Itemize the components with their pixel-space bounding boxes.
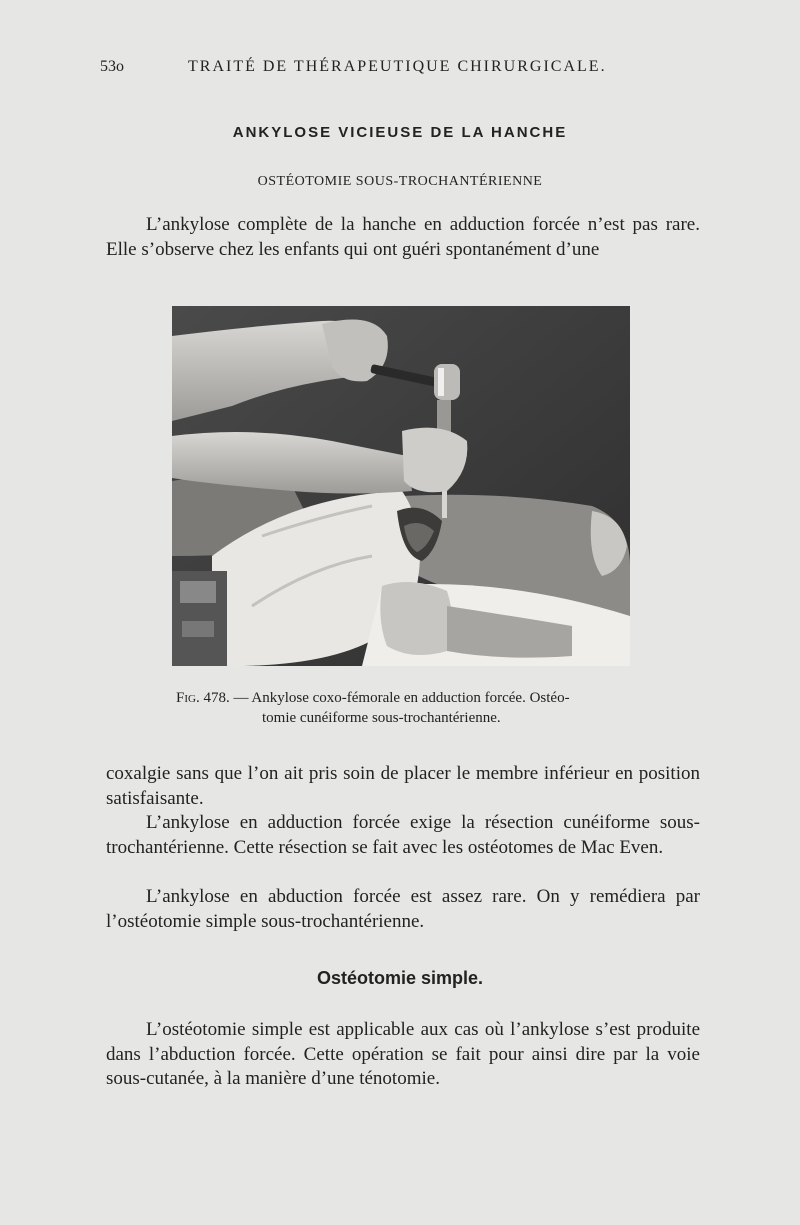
figure-photograph bbox=[172, 306, 630, 666]
paragraph-osteotomie-simple: L’ostéotomie simple est applicable aux cas où l’ankylose s’est produite dans l’abduction forcée. Cette opération se fait pour ainsi dire par la voie sous-cutanée, à la manière d’une ténotomie. bbox=[106, 1019, 700, 1089]
section-subtitle: OSTÉOTOMIE SOUS-TROCHANTÉRIENNE bbox=[257, 174, 543, 189]
paragraph-continuation: coxalgie sans que l’on ait pris soin de placer le membre inférieur en position satisfaisante. bbox=[106, 763, 700, 809]
surgery-photo-illustration bbox=[172, 306, 630, 666]
figure-caption bbox=[176, 688, 646, 728]
paragraph-intro: L’ankylose complète de la hanche en adduction forcée n’est pas rare. Elle s’observe chez les enfants qui ont guéri spontanément d’une bbox=[106, 214, 700, 260]
subsection-title: Ostéotomie simple. bbox=[316, 968, 484, 988]
running-title: TRAITÉ DE THÉRAPEUTIQUE CHIRURGICALE. bbox=[188, 58, 607, 75]
section-title: ANKYLOSE VICIEUSE DE LA HANCHE bbox=[232, 124, 568, 141]
paragraph-abduction: L’ankylose en abduction forcée est assez rare. On y remédiera par l’ostéotomie simple sous-trochantérienne. bbox=[106, 886, 700, 932]
page-number: 53o bbox=[100, 58, 124, 75]
caption-line-2: tomie cunéiforme sous-trochantérienne. bbox=[262, 710, 501, 726]
caption-line-1: — Ankylose coxo-fémorale en adduction forcée. Ostéo- bbox=[233, 690, 570, 706]
figure-label: Fig. 478. bbox=[176, 690, 230, 706]
paragraph-adduction: L’ankylose en adduction forcée exige la résection cunéiforme sous-trochantérienne. Cette résection se fait avec les ostéotomes de Mac Even. bbox=[106, 812, 700, 858]
